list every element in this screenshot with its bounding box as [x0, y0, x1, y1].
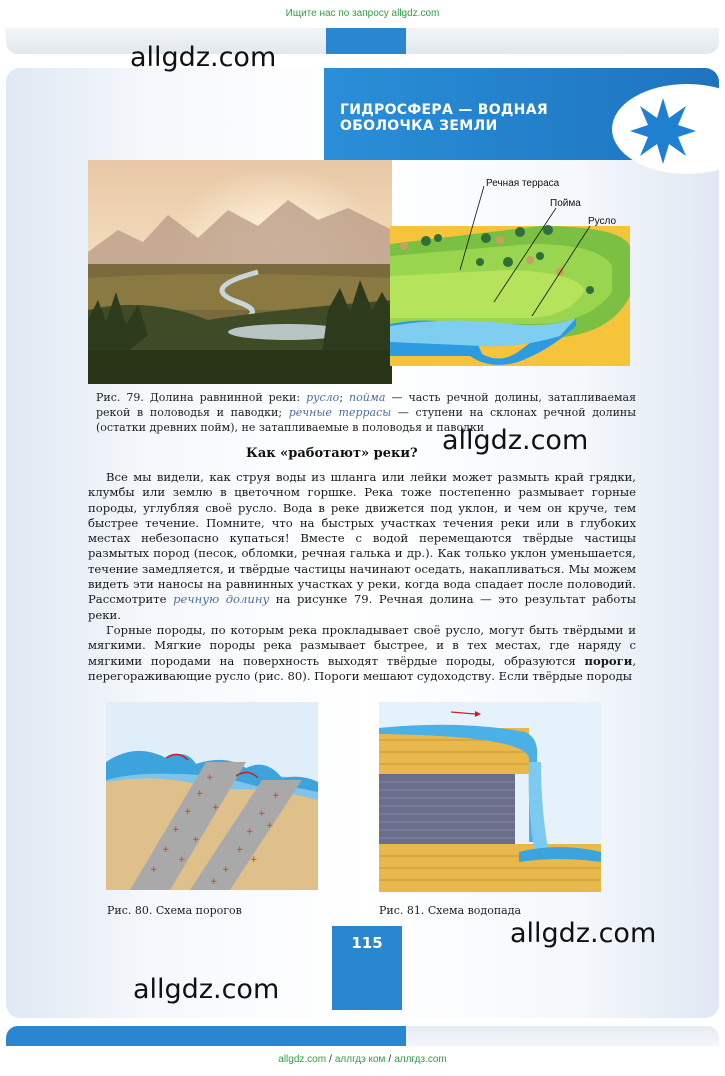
- svg-text:+: +: [236, 845, 244, 855]
- paragraph-1: [88, 470, 636, 623]
- svg-text:+: +: [162, 845, 170, 855]
- watermark: allgdz.com: [133, 974, 280, 1005]
- section-heading: Как «работают» реки?: [246, 446, 418, 461]
- svg-text:+: +: [172, 825, 180, 835]
- p2-text: Горные породы, по которым река прокладывает своё русло, могут быть твёрдыми и мягкими. Мягкие породы река размывает быстрее, и в тех местах, где наряду с мягкими породами на поверхность выходят твёрдые породы, образуются: [88, 622, 636, 668]
- figure-81-caption: Рис. 81. Схема водопада: [379, 904, 522, 917]
- caption-text3: — ступени на склонах речной долины (остатки древних пойм), не затапливаемые в половодья и паводки: [96, 406, 636, 434]
- chapter-title-line1: ГИДРОСФЕРА — ВОДНАЯ: [340, 102, 548, 118]
- river-valley-photo: [88, 160, 392, 384]
- water-drop-star-icon: [628, 96, 698, 166]
- body-text: [88, 470, 636, 684]
- figure-80-caption: Рис. 80. Схема порогов: [107, 904, 242, 917]
- term-rapids: пороги: [584, 653, 633, 668]
- chapter-title: [340, 102, 550, 134]
- svg-text:+: +: [250, 855, 258, 865]
- label-river-terrace: Речная терраса: [486, 178, 560, 189]
- top-search-hint[interactable]: Ищите нас по запросу allgdz.com: [285, 8, 440, 19]
- svg-text:+: +: [192, 835, 200, 845]
- caption-prefix: Рис. 79. Долина равнинной реки:: [96, 391, 301, 404]
- svg-text:+: +: [150, 865, 158, 875]
- watermark: allgdz.com: [510, 918, 657, 949]
- page-number: 115: [351, 934, 383, 952]
- river-valley-diagram: [390, 166, 640, 384]
- paragraph-2: [88, 623, 636, 684]
- svg-text:+: +: [206, 773, 214, 783]
- svg-text:+: +: [258, 809, 266, 819]
- label-channel: Русло: [588, 216, 617, 227]
- p1-text: Все мы видели, как струя воды из шланга или лейки может размыть край грядки, клумбы или землю в цветочном горшке. Река тоже постепенно размывает горные породы, углубляя своё русло. Вода в реке движется под уклон, и чем он круче, тем быстрее течение. Помните, что на быстрых участках течения реки или в глубоких местах небезопасно купаться! Вместе с водой перемещаются твёрдые частицы размытых пород (песок, обломки, речная галька и др.). Как только уклон уменьшается, течение замедляется, и твёрдые частицы начинают оседать, накапливаться. Мы можем видеть эти наносы на равнинных участках у реки, когда вода спадает после половодий. Рассмотрите: [88, 470, 636, 607]
- p2-text-end: , перегораживающие русло (рис. 80). Пороги мешают судоходству. Если твёрдые породы: [88, 653, 636, 683]
- caption-sep: ;: [339, 391, 344, 404]
- figure-79-caption: [96, 390, 636, 435]
- svg-text:+: +: [210, 877, 218, 887]
- bottom-link[interactable]: allgdz.com: [278, 1054, 327, 1065]
- waterfall-scheme: [379, 702, 601, 892]
- label-floodplain: Пойма: [550, 198, 581, 209]
- term-terraces: речные террасы: [288, 406, 392, 419]
- next-page-tab: [6, 1026, 406, 1046]
- bottom-link[interactable]: аллгдз.com: [394, 1054, 447, 1065]
- svg-text:+: +: [222, 865, 230, 875]
- term-floodplain: пойма: [349, 391, 386, 404]
- svg-text:+: +: [184, 807, 192, 817]
- link-separator: /: [388, 1054, 392, 1065]
- svg-text:+: +: [178, 855, 186, 865]
- p1-text-end: на рисунке 79. Речная долина — это результат работы реки.: [88, 592, 636, 622]
- svg-text:+: +: [266, 821, 274, 831]
- watermark: allgdz.com: [442, 425, 589, 456]
- svg-text:+: +: [196, 789, 204, 799]
- link-separator: /: [329, 1054, 332, 1065]
- svg-text:+: +: [246, 827, 254, 837]
- next-page-edge: [6, 1026, 719, 1046]
- caption-text2: — часть речной долины, затапливаемая рекой в половодья и паводки;: [96, 391, 637, 419]
- term-river-valley: речную долину: [173, 592, 270, 607]
- svg-text:+: +: [212, 803, 220, 813]
- watermark: allgdz.com: [130, 42, 277, 73]
- term-channel: русло: [306, 391, 340, 404]
- rapids-scheme: [106, 702, 318, 890]
- previous-page-tab: [326, 28, 406, 54]
- svg-text:+: +: [272, 791, 280, 801]
- chapter-title-line2: ОБОЛОЧКА ЗЕМЛИ: [340, 118, 498, 134]
- bottom-link[interactable]: аллгдз ком: [334, 1054, 386, 1065]
- bottom-links: [0, 1054, 725, 1065]
- previous-page-edge: [6, 28, 719, 54]
